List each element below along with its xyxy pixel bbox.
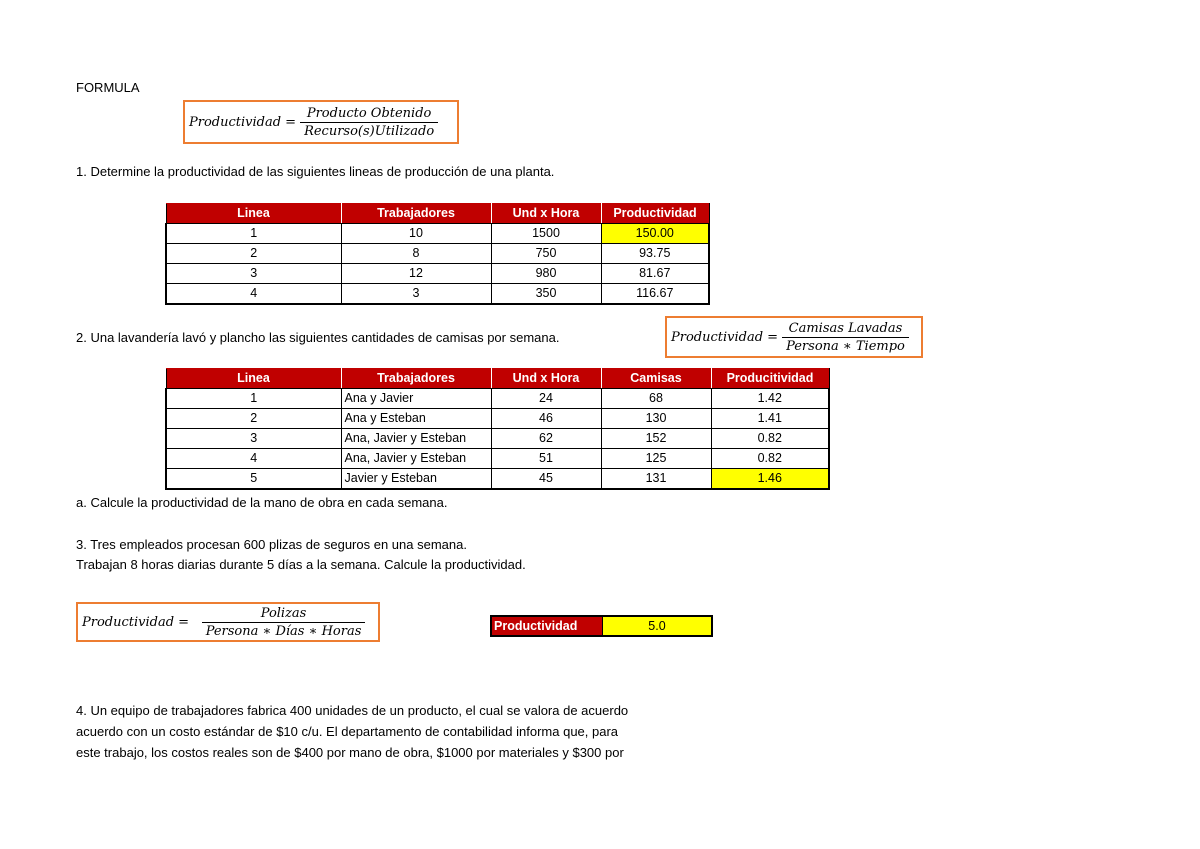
cell: 0.82 bbox=[711, 449, 829, 469]
table-row bbox=[166, 244, 709, 264]
cell: 12 bbox=[341, 264, 491, 284]
cell: 1500 bbox=[491, 224, 601, 244]
formula-numerator: Producto Obtenido bbox=[306, 105, 432, 121]
cell: 8 bbox=[341, 244, 491, 264]
formula-numerator: Polizas bbox=[260, 605, 307, 621]
cell: 51 bbox=[491, 449, 601, 469]
formula-productividad bbox=[183, 100, 459, 144]
result-label: Productividad bbox=[492, 617, 602, 635]
cell: Ana y Javier bbox=[341, 389, 491, 409]
formula-numerator: Camisas Lavadas bbox=[788, 320, 903, 336]
cell: 10 bbox=[341, 224, 491, 244]
cell: 2 bbox=[166, 244, 341, 264]
cell: 3 bbox=[166, 429, 341, 449]
cell: 2 bbox=[166, 409, 341, 429]
table-lavanderia bbox=[165, 368, 830, 490]
table-row bbox=[166, 449, 829, 469]
cell: 152 bbox=[601, 429, 711, 449]
formula-polizas bbox=[76, 602, 380, 642]
header-productividad: Producitividad bbox=[711, 369, 829, 389]
cell: 45 bbox=[491, 469, 601, 490]
formula-heading: FORMULA bbox=[76, 80, 140, 95]
question-4-line1: 4. Un equipo de trabajadores fabrica 400 unidades de un producto, el cual se valora de acuerdo bbox=[76, 703, 629, 718]
cell: Ana y Esteban bbox=[341, 409, 491, 429]
header-productividad: Productividad bbox=[601, 204, 709, 224]
cell: 3 bbox=[341, 284, 491, 305]
cell: 750 bbox=[491, 244, 601, 264]
cell: 0.82 bbox=[711, 429, 829, 449]
header-camisas: Camisas bbox=[601, 369, 711, 389]
cell: 1 bbox=[166, 389, 341, 409]
cell: 4 bbox=[166, 284, 341, 305]
cell-highlight: 150.00 bbox=[601, 224, 709, 244]
cell: 93.75 bbox=[601, 244, 709, 264]
question-4-line3: este trabajo, los costos reales son de $400 por mano de obra, $1000 por materiales y $300 por bbox=[76, 745, 624, 760]
question-1-text: 1. Determine la productividad de las siguientes lineas de producción de una planta. bbox=[76, 164, 555, 179]
table-produccion bbox=[165, 203, 710, 305]
table-row bbox=[166, 429, 829, 449]
formula-lhs: Productividad = bbox=[189, 114, 297, 130]
formula-lhs: Productividad = bbox=[671, 329, 779, 345]
header-und-hora: Und x Hora bbox=[491, 204, 601, 224]
header-trabajadores: Trabajadores bbox=[341, 204, 491, 224]
header-linea: Linea bbox=[166, 204, 341, 224]
formula-fraction bbox=[782, 321, 909, 354]
cell: 46 bbox=[491, 409, 601, 429]
cell: 62 bbox=[491, 429, 601, 449]
cell: 1.42 bbox=[711, 389, 829, 409]
cell: 81.67 bbox=[601, 264, 709, 284]
cell: 350 bbox=[491, 284, 601, 305]
table-row bbox=[166, 224, 709, 244]
question-2a-text: a. Calcule la productividad de la mano de obra en cada semana. bbox=[76, 495, 448, 510]
result-value: 5.0 bbox=[602, 617, 711, 635]
question-3-line2: Trabajan 8 horas diarias durante 5 días a la semana. Calcule la productividad. bbox=[76, 557, 526, 572]
question-4-line2: acuerdo con un costo estándar de $10 c/u. El departamento de contabilidad informa que, para bbox=[76, 724, 619, 739]
formula-denominator: Recurso(s)Utilizado bbox=[300, 122, 438, 139]
cell: 980 bbox=[491, 264, 601, 284]
cell: 1 bbox=[166, 224, 341, 244]
table-header-row bbox=[166, 369, 829, 389]
formula-camisas bbox=[665, 316, 923, 358]
cell: Ana, Javier y Esteban bbox=[341, 429, 491, 449]
table-row bbox=[166, 264, 709, 284]
cell: 125 bbox=[601, 449, 711, 469]
cell: 116.67 bbox=[601, 284, 709, 305]
header-und-hora: Und x Hora bbox=[491, 369, 601, 389]
formula-fraction bbox=[193, 606, 374, 639]
table-header-row bbox=[166, 204, 709, 224]
cell: 4 bbox=[166, 449, 341, 469]
table-row bbox=[166, 469, 829, 490]
header-trabajadores: Trabajadores bbox=[341, 369, 491, 389]
productividad-result bbox=[490, 615, 713, 637]
header-linea: Linea bbox=[166, 369, 341, 389]
cell: 68 bbox=[601, 389, 711, 409]
formula-fraction bbox=[300, 106, 438, 139]
formula-lhs: Productividad = bbox=[82, 614, 190, 630]
cell: 131 bbox=[601, 469, 711, 490]
cell: 24 bbox=[491, 389, 601, 409]
question-2-text: 2. Una lavandería lavó y plancho las siguientes cantidades de camisas por semana. bbox=[76, 330, 560, 345]
table-row bbox=[166, 389, 829, 409]
cell: Ana, Javier y Esteban bbox=[341, 449, 491, 469]
question-3-line1: 3. Tres empleados procesan 600 plizas de seguros en una semana. bbox=[76, 537, 467, 552]
cell: Javier y Esteban bbox=[341, 469, 491, 490]
cell-highlight: 1.46 bbox=[711, 469, 829, 490]
formula-denominator: Persona ∗ Días ∗ Horas bbox=[202, 622, 366, 639]
cell: 130 bbox=[601, 409, 711, 429]
cell: 1.41 bbox=[711, 409, 829, 429]
formula-denominator: Persona ∗ Tiempo bbox=[782, 337, 909, 354]
cell: 5 bbox=[166, 469, 341, 490]
table-row bbox=[166, 409, 829, 429]
table-row bbox=[166, 284, 709, 305]
cell: 3 bbox=[166, 264, 341, 284]
